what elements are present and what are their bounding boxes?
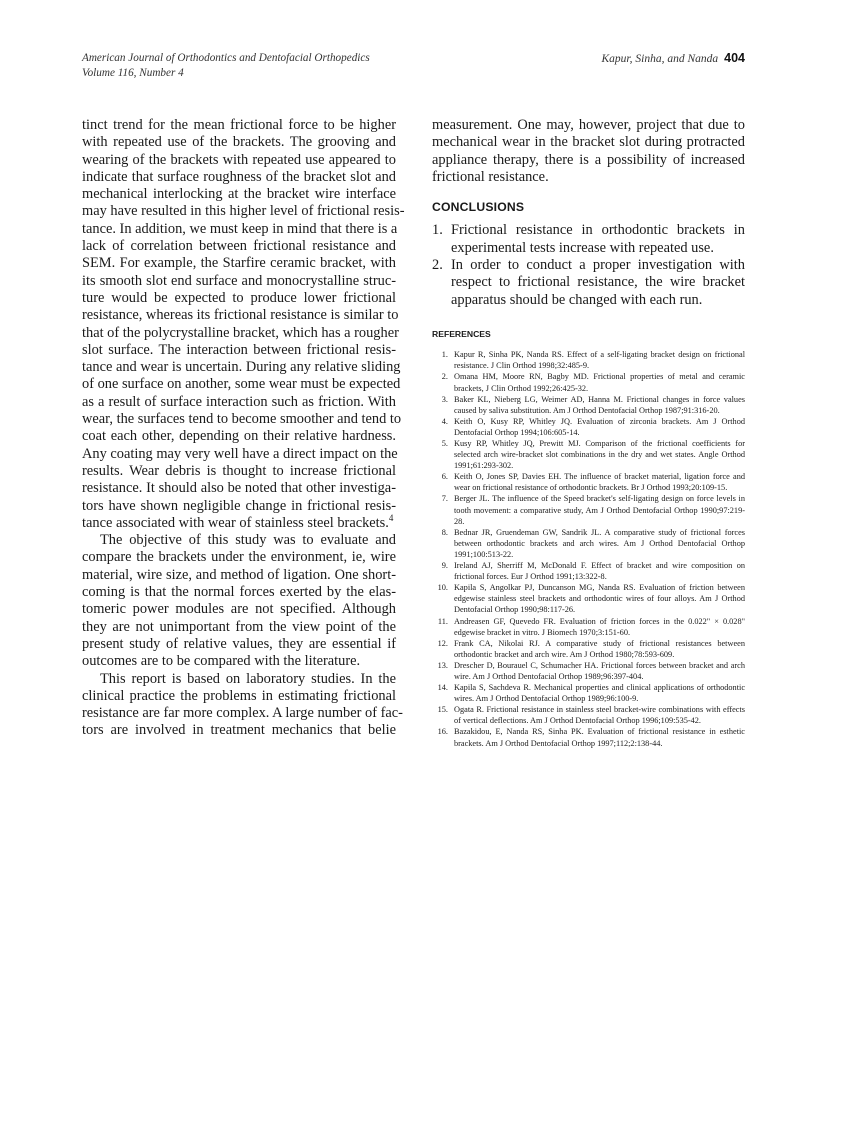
line-text: compare the brackets under the environment, ie, wire xyxy=(82,549,396,566)
conclusion-number: 1. xyxy=(432,222,443,239)
reference-number: 10. xyxy=(437,583,448,593)
line-text: outcomes are to be compared with the literature. xyxy=(82,653,361,670)
text-line xyxy=(82,307,399,324)
reference-number: 6. xyxy=(441,472,448,482)
reference-item xyxy=(432,416,745,438)
line-text: present study of relative values, they are essential if xyxy=(82,635,396,652)
reference-number: 12. xyxy=(437,638,448,648)
references-heading: REFERENCES xyxy=(432,328,491,339)
reference-number: 11. xyxy=(437,616,448,626)
text-line xyxy=(82,688,396,705)
line-text: coming is that the normal forces exerted by the elas- xyxy=(82,584,396,601)
text-line xyxy=(82,463,396,480)
text-line xyxy=(82,515,396,532)
line-text: tance associated with wear of stainless steel brackets. xyxy=(82,514,389,531)
line-text: tors have shown negligible change in frictional resis- xyxy=(82,497,396,514)
line-text: wearing of the brackets with repeated use appeared to xyxy=(82,151,396,168)
reference-item xyxy=(432,582,745,615)
reference-item xyxy=(432,660,745,682)
text-line xyxy=(82,705,403,722)
line-text: results. Wear debris is thought to increase frictional xyxy=(82,462,396,479)
reference-text: Kusy RP, Whitley JQ, Prewitt MJ. Comparison of the frictional coefficients for selected arch wire-bracket slot combinations in the dry and wet states. Angle Orthod 1991;61:293-302. xyxy=(454,439,745,471)
line-text: wear, the surfaces tend to become smoother and tend to xyxy=(82,411,402,428)
text-line xyxy=(82,117,396,134)
conclusion-number: 2. xyxy=(432,257,443,274)
line-text: ture would be expected to produce lower frictional xyxy=(82,289,396,306)
line-text: indicate that surface roughness of the bracket slot and xyxy=(82,168,396,185)
reference-text: Andreasen GF, Quevedo FR. Evaluation of friction forces in the 0.022" × 0.028" edgewise bracket in vitro. J Biomech 1970;3:151-60. xyxy=(454,616,745,637)
reference-text: Frank CA, Nikolai RJ. A comparative study of frictional resistances between orthodontic bracket and arch wire. Am J Orthod 1980;78:593-609. xyxy=(454,638,745,659)
text-line xyxy=(82,342,396,359)
line-text: tinct trend for the mean frictional force to be higher xyxy=(82,117,396,133)
line-text: its smooth slot end surface and monocrystalline struc- xyxy=(82,272,396,289)
reference-number: 8. xyxy=(441,527,448,537)
reference-number: 4. xyxy=(441,416,448,426)
left-column xyxy=(82,117,405,740)
reference-item xyxy=(432,704,745,726)
text-line xyxy=(82,722,396,739)
reference-item xyxy=(432,394,745,416)
text-line xyxy=(82,290,396,307)
text-line xyxy=(82,134,396,151)
line-text: resistance. It should also be noted that other investiga- xyxy=(82,480,396,497)
reference-item xyxy=(432,493,745,526)
reference-text: Baker KL, Nieberg LG, Weimer AD, Hanna M. Frictional changes in force values caused by saliva substitution. Am J Orthod Dentofacial Orthop 1987;91:316-20. xyxy=(454,394,745,415)
text-line xyxy=(82,255,396,272)
text-line xyxy=(82,359,401,376)
line-text: tance. In addition, we must keep in mind that there is a xyxy=(82,220,398,237)
text-line xyxy=(82,601,396,618)
line-text: with repeated use of the brackets. The grooving and xyxy=(82,134,396,151)
line-text: may have resulted in this higher level of frictional resis- xyxy=(82,203,405,220)
text-line xyxy=(82,671,396,688)
reference-text: Berger JL. The influence of the Speed bracket's self-ligating design on force levels in tooth movement: a comparative study, Am J Orthod Dentofacial Orthop 1990;97:219-28. xyxy=(454,494,745,526)
reference-number: 14. xyxy=(437,683,448,693)
reference-item xyxy=(432,726,745,748)
reference-number: 7. xyxy=(441,494,448,504)
line-text: This report is based on laboratory studies. In the xyxy=(100,670,396,687)
reference-text: Kapila S, Angolkar PJ, Duncanson MG, Nanda RS. Evaluation of friction between edgewise stainless steel brackets and orthodontic wires of four alloys. Am J Orthod Dentofacial Orthop 1990;98:117-26. xyxy=(454,583,745,615)
reference-item xyxy=(432,471,745,493)
line-text: as a result of surface interaction such as friction. With xyxy=(82,393,396,410)
reference-item xyxy=(432,560,745,582)
line-text: lack of correlation between frictional resistance and xyxy=(82,238,396,255)
reference-item xyxy=(432,527,745,560)
line-text: The objective of this study was to evaluate and xyxy=(100,532,396,549)
text-line: measurement. One may, however, project that due to xyxy=(432,117,745,133)
reference-number: 9. xyxy=(441,561,448,571)
line-text: SEM. For example, the Starfire ceramic bracket, with xyxy=(82,255,396,272)
line-text: that of the polycrystalline bracket, which has a rougher xyxy=(82,324,399,341)
conclusion-item xyxy=(432,222,745,257)
citation-superscript: 4 xyxy=(388,513,394,524)
reference-text: Ogata R. Frictional resistance in stainless steel bracket-wire combinations with effects of vertical deflections. Am J Orthod Dentofacial Orthop 1996;109:535-42. xyxy=(454,705,745,726)
text-line: frictional resistance. xyxy=(432,168,549,185)
line-text: tors are involved in treatment mechanics that belie xyxy=(82,722,396,739)
line-text: tomeric power modules are not specified. Although xyxy=(82,601,396,618)
text-line xyxy=(82,636,396,653)
text-line xyxy=(82,324,399,342)
text-line xyxy=(82,169,396,186)
reference-text: Drescher D, Bourauel C, Schumacher HA. Frictional forces between bracket and arch wire. Am J Orthod Dentofacial Orthop 1989;96:397-404. xyxy=(454,660,745,681)
reference-number: 16. xyxy=(437,727,448,737)
text-line xyxy=(82,498,396,515)
reference-item xyxy=(432,616,745,638)
text-line xyxy=(82,619,396,636)
text-line xyxy=(82,446,396,463)
reference-item xyxy=(432,371,745,393)
line-text: material, wire size, and method of ligation. One short- xyxy=(82,566,396,583)
reference-item xyxy=(432,349,745,371)
journal-volume: Volume 116, Number 4 xyxy=(82,67,184,79)
line-text: they are not unimportant from the view point of the xyxy=(82,618,396,635)
paragraph xyxy=(82,117,405,532)
line-text: resistance, whereas its frictional resistance is similar to xyxy=(82,307,399,324)
text-line xyxy=(82,480,396,497)
text-line xyxy=(82,428,396,445)
conclusion-item xyxy=(432,257,745,309)
text-line xyxy=(82,653,396,670)
text-line xyxy=(82,411,402,428)
line-text: slot surface. The interaction between frictional resis- xyxy=(82,341,396,358)
reference-item xyxy=(432,682,745,704)
text-line: appliance therapy, there is a possibility of increased xyxy=(432,151,745,168)
conclusions-list xyxy=(432,222,745,308)
reference-number: 5. xyxy=(441,439,448,449)
journal-title: American Journal of Orthodontics and Dentofacial Orthopedics xyxy=(82,52,370,64)
reference-number: 3. xyxy=(441,394,448,404)
line-text: of one surface on another, some wear must be expected xyxy=(82,376,401,393)
running-header-journal xyxy=(82,51,370,81)
reference-text: Keith O, Kusy RP, Whitley JQ. Evaluation of zirconia brackets. Am J Orthod Dentofacial Orthop 1994;106:605-14. xyxy=(454,416,745,437)
reference-text: Ireland AJ, Sherriff M, McDonald F. Effect of bracket and wire composition on frictional forces. Eur J Orthod 1991;13:322-8. xyxy=(454,561,745,582)
references-list xyxy=(432,349,745,748)
reference-item xyxy=(432,638,745,660)
reference-number: 13. xyxy=(437,660,448,670)
text-line xyxy=(82,221,396,238)
text-line xyxy=(82,532,396,549)
reference-text: Kapila S, Sachdeva R. Mechanical properties and clinical applications of orthodontic wires. Am J Orthod Dentofacial Orthop 1989;96:100-9. xyxy=(454,683,745,704)
text-line xyxy=(82,394,396,411)
text-line xyxy=(82,186,396,203)
page-number: 404 xyxy=(724,51,745,65)
reference-text: Bednar JR, Gruendeman GW, Sandrik JL. A comparative study of frictional forces between orthodontic brackets and arch wires. Am J Orthod Dentofacial Orthop 1991;100:513-22. xyxy=(454,527,745,559)
discussion-continuation xyxy=(432,117,745,186)
reference-number: 2. xyxy=(441,372,448,382)
reference-number: 1. xyxy=(441,350,448,360)
text-line xyxy=(82,152,396,169)
text-line xyxy=(82,238,396,255)
line-text: mechanical interlocking at the bracket wire interface xyxy=(82,186,396,203)
reference-item xyxy=(432,438,745,471)
reference-text: Omana HM, Moore RN, Bagby MD. Frictional properties of metal and ceramic brackets, J Clin Orthod 1992;26:425-32. xyxy=(454,372,745,393)
conclusion-text: In order to conduct a proper investigation with respect to frictional resistance, the wire bracket apparatus should be changed with each run. xyxy=(451,257,745,308)
text-line xyxy=(82,549,396,566)
text-line: mechanical wear in the bracket slot during protracted xyxy=(432,134,745,151)
paragraph xyxy=(82,532,396,670)
reference-text: Bazakidou, E, Nanda RS, Sinha PK. Evaluation of frictional resistance in esthetic brackets. Am J Orthod Dentofacial Orthop 1997;112;2:138-44. xyxy=(454,727,745,748)
line-text: resistance are far more complex. A large number of fac- xyxy=(82,705,403,722)
text-line xyxy=(82,273,396,290)
line-text: clinical practice the problems in estimating frictional xyxy=(82,687,396,704)
reference-text: Kapur R, Sinha PK, Nanda RS. Effect of a self-ligating bracket design on frictional resistance. J Clin Orthod 1998;32:485-9. xyxy=(454,350,745,371)
reference-text: Keith O, Jones SP, Davies EH. The influence of bracket material, ligation force and wear on frictional resistance of orthodontic brackets. Br J Orthod 1993;20:109-15. xyxy=(454,472,745,493)
line-text: coat each other, depending on their relative hardness. xyxy=(82,428,396,445)
text-line xyxy=(82,203,405,220)
text-line xyxy=(82,376,401,393)
paragraph xyxy=(82,670,403,740)
reference-number: 15. xyxy=(437,705,448,715)
line-text: tance and wear is uncertain. During any relative sliding xyxy=(82,359,401,376)
text-line xyxy=(82,584,396,601)
running-header-authors xyxy=(602,51,745,67)
text-line xyxy=(82,567,396,584)
right-column xyxy=(432,117,745,749)
line-text: Any coating may very well have a direct impact on the xyxy=(82,445,398,462)
conclusions-heading: CONCLUSIONS xyxy=(432,200,525,215)
authors: Kapur, Sinha, and Nanda xyxy=(601,53,719,65)
conclusion-text: Frictional resistance in orthodontic brackets in experimental tests increase with repeated use. xyxy=(451,222,745,256)
